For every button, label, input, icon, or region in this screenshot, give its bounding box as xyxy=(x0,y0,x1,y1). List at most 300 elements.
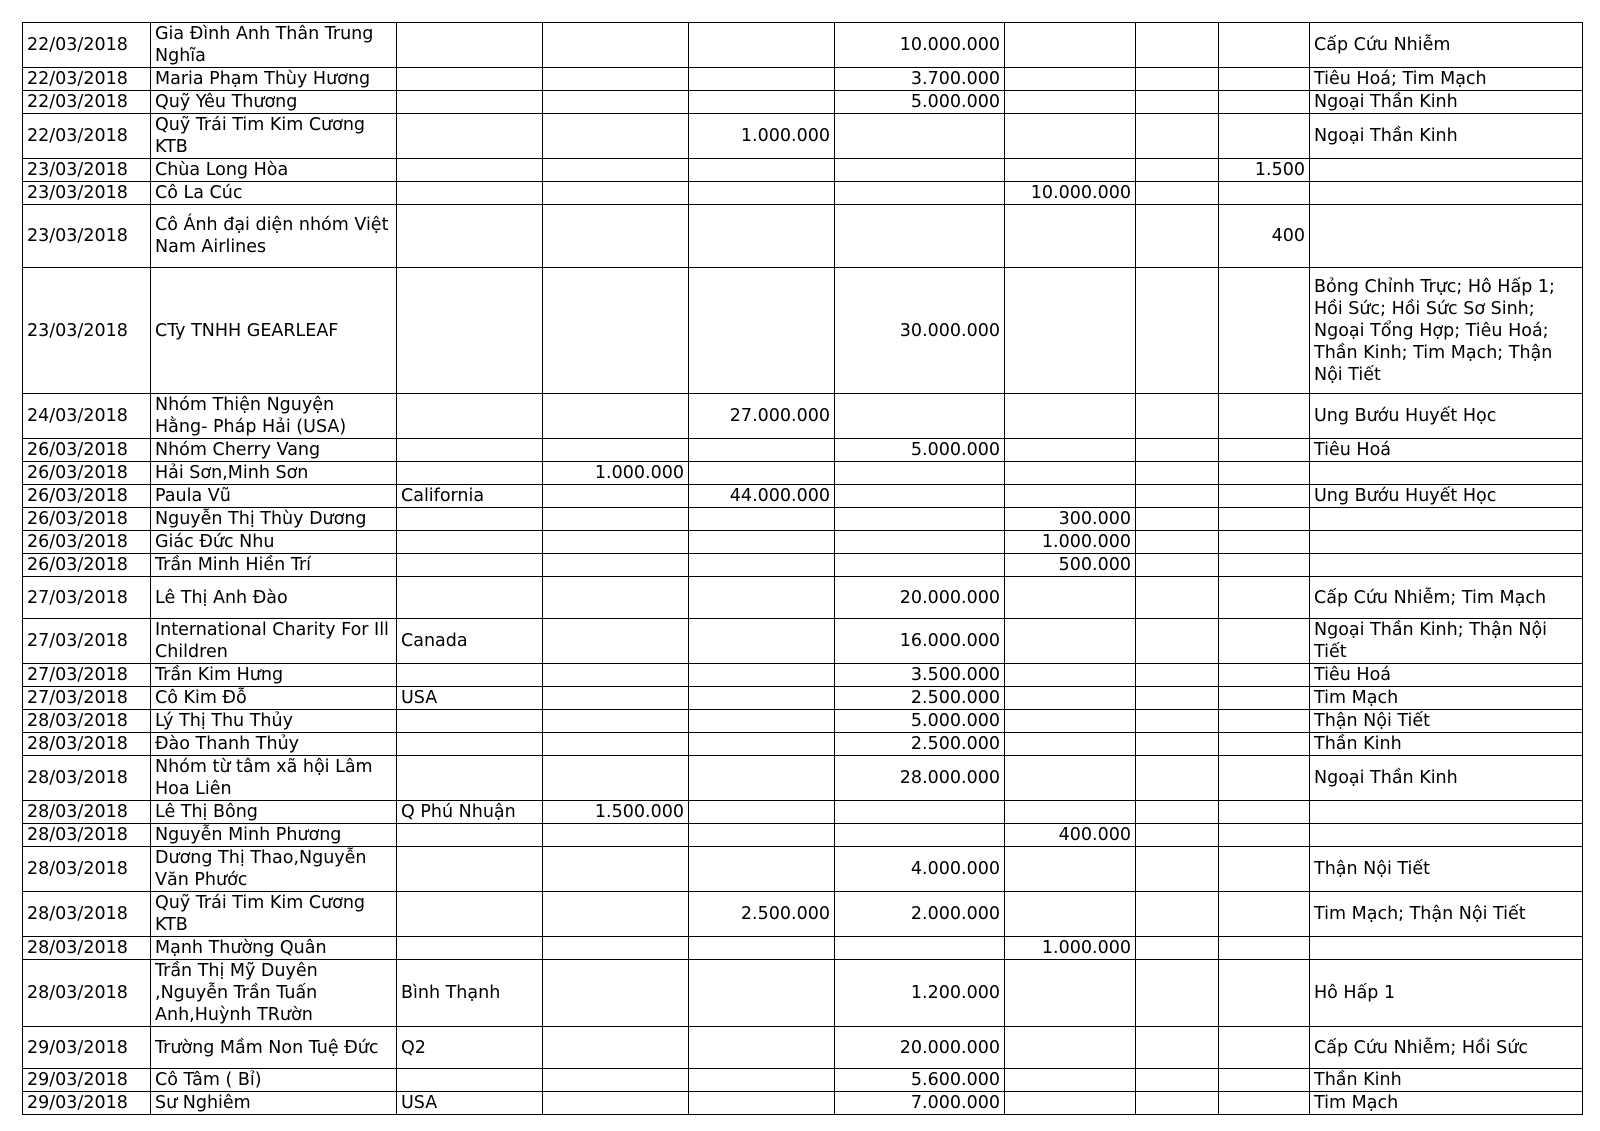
department-cell: Thận Nội Tiết xyxy=(1310,710,1583,733)
amount-col-4-cell xyxy=(1005,960,1136,1027)
date-cell: 27/03/2018 xyxy=(23,619,151,664)
amount-col-2-cell xyxy=(689,1027,835,1069)
amount-col-2-cell xyxy=(689,733,835,756)
amount-col-6-cell xyxy=(1219,756,1310,801)
donor-name-cell: Gia Đình Anh Thân Trung Nghĩa xyxy=(151,23,397,68)
amount-col-6-cell xyxy=(1219,1092,1310,1115)
department-cell: Tim Mạch xyxy=(1310,1092,1583,1115)
date-cell: 27/03/2018 xyxy=(23,687,151,710)
table-row xyxy=(23,554,1583,577)
amount-col-4-cell: 400.000 xyxy=(1005,824,1136,847)
department-cell: Tiêu Hoá; Tim Mạch xyxy=(1310,68,1583,91)
amount-col-4-cell xyxy=(1005,664,1136,687)
amount-col-3-cell xyxy=(835,462,1005,485)
amount-col-4-cell: 300.000 xyxy=(1005,508,1136,531)
amount-col-1-cell xyxy=(543,664,689,687)
table-row xyxy=(23,439,1583,462)
amount-col-5-cell xyxy=(1136,159,1219,182)
amount-col-6-cell xyxy=(1219,114,1310,159)
donor-name-cell: Nguyễn Thị Thùy Dương xyxy=(151,508,397,531)
amount-col-4-cell xyxy=(1005,892,1136,937)
amount-col-3-cell xyxy=(835,554,1005,577)
amount-col-4-cell xyxy=(1005,485,1136,508)
amount-col-4-cell xyxy=(1005,68,1136,91)
amount-col-6-cell: 400 xyxy=(1219,205,1310,268)
amount-col-2-cell xyxy=(689,710,835,733)
table-row xyxy=(23,733,1583,756)
amount-col-1-cell xyxy=(543,439,689,462)
amount-col-1-cell xyxy=(543,554,689,577)
amount-col-3-cell: 5.000.000 xyxy=(835,710,1005,733)
amount-col-1-cell xyxy=(543,1027,689,1069)
amount-col-2-cell: 2.500.000 xyxy=(689,892,835,937)
address-cell: USA xyxy=(397,1092,543,1115)
amount-col-3-cell xyxy=(835,801,1005,824)
department-cell xyxy=(1310,462,1583,485)
amount-col-3-cell: 28.000.000 xyxy=(835,756,1005,801)
amount-col-6-cell xyxy=(1219,824,1310,847)
donor-name-cell: Quỹ Yêu Thương xyxy=(151,91,397,114)
amount-col-2-cell xyxy=(689,159,835,182)
department-cell xyxy=(1310,824,1583,847)
amount-col-4-cell xyxy=(1005,756,1136,801)
date-cell: 22/03/2018 xyxy=(23,68,151,91)
amount-col-4-cell xyxy=(1005,462,1136,485)
date-cell: 23/03/2018 xyxy=(23,205,151,268)
amount-col-1-cell xyxy=(543,268,689,394)
amount-col-3-cell xyxy=(835,182,1005,205)
table-row xyxy=(23,68,1583,91)
department-cell xyxy=(1310,531,1583,554)
amount-col-2-cell xyxy=(689,1092,835,1115)
amount-col-2-cell xyxy=(689,23,835,68)
amount-col-2-cell xyxy=(689,756,835,801)
amount-col-6-cell xyxy=(1219,801,1310,824)
donor-name-cell: Giác Đức Nhu xyxy=(151,531,397,554)
donor-name-cell: Nhóm Cherry Vang xyxy=(151,439,397,462)
date-cell: 26/03/2018 xyxy=(23,485,151,508)
address-cell xyxy=(397,114,543,159)
table-row xyxy=(23,205,1583,268)
amount-col-1-cell xyxy=(543,394,689,439)
address-cell: California xyxy=(397,485,543,508)
amount-col-2-cell xyxy=(689,91,835,114)
donor-name-cell: Lý Thị Thu Thủy xyxy=(151,710,397,733)
date-cell: 28/03/2018 xyxy=(23,801,151,824)
donor-name-cell: Trần Minh Hiền Trí xyxy=(151,554,397,577)
table-row xyxy=(23,159,1583,182)
table-row xyxy=(23,114,1583,159)
amount-col-1-cell xyxy=(543,577,689,619)
address-cell xyxy=(397,531,543,554)
amount-col-6-cell xyxy=(1219,733,1310,756)
amount-col-5-cell xyxy=(1136,439,1219,462)
amount-col-6-cell xyxy=(1219,847,1310,892)
amount-col-1-cell xyxy=(543,531,689,554)
amount-col-2-cell xyxy=(689,801,835,824)
date-cell: 28/03/2018 xyxy=(23,710,151,733)
amount-col-3-cell xyxy=(835,394,1005,439)
amount-col-2-cell xyxy=(689,824,835,847)
amount-col-1-cell xyxy=(543,756,689,801)
amount-col-3-cell xyxy=(835,824,1005,847)
amount-col-6-cell xyxy=(1219,687,1310,710)
date-cell: 28/03/2018 xyxy=(23,937,151,960)
amount-col-4-cell xyxy=(1005,619,1136,664)
address-cell xyxy=(397,847,543,892)
amount-col-6-cell xyxy=(1219,182,1310,205)
department-cell: Ung Bướu Huyết Học xyxy=(1310,394,1583,439)
amount-col-3-cell xyxy=(835,114,1005,159)
amount-col-4-cell xyxy=(1005,23,1136,68)
amount-col-1-cell xyxy=(543,508,689,531)
amount-col-4-cell xyxy=(1005,268,1136,394)
amount-col-1-cell xyxy=(543,114,689,159)
date-cell: 22/03/2018 xyxy=(23,23,151,68)
address-cell xyxy=(397,394,543,439)
amount-col-5-cell xyxy=(1136,205,1219,268)
donor-name-cell: Mạnh Thường Quân xyxy=(151,937,397,960)
amount-col-2-cell xyxy=(689,68,835,91)
department-cell xyxy=(1310,159,1583,182)
amount-col-5-cell xyxy=(1136,756,1219,801)
table-row xyxy=(23,824,1583,847)
amount-col-1-cell: 1.000.000 xyxy=(543,462,689,485)
amount-col-3-cell: 3.700.000 xyxy=(835,68,1005,91)
amount-col-4-cell xyxy=(1005,710,1136,733)
table-row xyxy=(23,1092,1583,1115)
amount-col-2-cell xyxy=(689,577,835,619)
amount-col-4-cell xyxy=(1005,1092,1136,1115)
amount-col-2-cell xyxy=(689,1069,835,1092)
address-cell xyxy=(397,1069,543,1092)
amount-col-5-cell xyxy=(1136,960,1219,1027)
donor-name-cell: CTy TNHH GEARLEAF xyxy=(151,268,397,394)
date-cell: 26/03/2018 xyxy=(23,439,151,462)
amount-col-5-cell xyxy=(1136,801,1219,824)
address-cell xyxy=(397,68,543,91)
address-cell: Bình Thạnh xyxy=(397,960,543,1027)
donor-name-cell: Lê Thị Anh Đào xyxy=(151,577,397,619)
address-cell: Canada xyxy=(397,619,543,664)
amount-col-3-cell: 5.000.000 xyxy=(835,91,1005,114)
donor-name-cell: Lê Thị Bông xyxy=(151,801,397,824)
amount-col-5-cell xyxy=(1136,619,1219,664)
amount-col-3-cell: 2.000.000 xyxy=(835,892,1005,937)
address-cell: Q2 xyxy=(397,1027,543,1069)
address-cell xyxy=(397,268,543,394)
amount-col-1-cell xyxy=(543,960,689,1027)
amount-col-3-cell: 5.000.000 xyxy=(835,439,1005,462)
department-cell: Tim Mạch xyxy=(1310,687,1583,710)
amount-col-5-cell xyxy=(1136,1069,1219,1092)
donation-table xyxy=(22,22,1583,1115)
amount-col-5-cell xyxy=(1136,91,1219,114)
amount-col-6-cell xyxy=(1219,710,1310,733)
amount-col-6-cell xyxy=(1219,577,1310,619)
date-cell: 28/03/2018 xyxy=(23,847,151,892)
table-row xyxy=(23,756,1583,801)
amount-col-2-cell: 1.000.000 xyxy=(689,114,835,159)
table-row xyxy=(23,394,1583,439)
table-row xyxy=(23,1069,1583,1092)
amount-col-5-cell xyxy=(1136,462,1219,485)
department-cell: Thần Kinh xyxy=(1310,733,1583,756)
address-cell xyxy=(397,937,543,960)
amount-col-1-cell: 1.500.000 xyxy=(543,801,689,824)
amount-col-2-cell: 44.000.000 xyxy=(689,485,835,508)
amount-col-1-cell xyxy=(543,23,689,68)
amount-col-1-cell xyxy=(543,91,689,114)
amount-col-5-cell xyxy=(1136,394,1219,439)
amount-col-6-cell xyxy=(1219,462,1310,485)
department-cell: Ngoại Thần Kinh xyxy=(1310,91,1583,114)
amount-col-3-cell: 1.200.000 xyxy=(835,960,1005,1027)
amount-col-5-cell xyxy=(1136,892,1219,937)
amount-col-1-cell xyxy=(543,619,689,664)
donor-name-cell: Quỹ Trái Tim Kim Cương KTB xyxy=(151,114,397,159)
date-cell: 26/03/2018 xyxy=(23,531,151,554)
amount-col-6-cell xyxy=(1219,619,1310,664)
department-cell: Ngoại Thần Kinh; Thận Nội Tiết xyxy=(1310,619,1583,664)
amount-col-2-cell xyxy=(689,462,835,485)
donor-name-cell: Maria Phạm Thùy Hương xyxy=(151,68,397,91)
donor-name-cell: Cô Ánh đại diện nhóm Việt Nam Airlines xyxy=(151,205,397,268)
address-cell: USA xyxy=(397,687,543,710)
amount-col-6-cell xyxy=(1219,1027,1310,1069)
amount-col-3-cell: 7.000.000 xyxy=(835,1092,1005,1115)
table-row xyxy=(23,508,1583,531)
amount-col-6-cell xyxy=(1219,554,1310,577)
address-cell xyxy=(397,892,543,937)
amount-col-4-cell xyxy=(1005,1027,1136,1069)
amount-col-1-cell xyxy=(543,937,689,960)
date-cell: 26/03/2018 xyxy=(23,554,151,577)
address-cell xyxy=(397,554,543,577)
table-row xyxy=(23,485,1583,508)
table-body xyxy=(23,23,1583,1115)
amount-col-1-cell xyxy=(543,687,689,710)
table-row xyxy=(23,892,1583,937)
department-cell xyxy=(1310,205,1583,268)
amount-col-6-cell xyxy=(1219,268,1310,394)
amount-col-5-cell xyxy=(1136,554,1219,577)
amount-col-2-cell xyxy=(689,687,835,710)
donor-name-cell: Cô Tâm ( Bỉ) xyxy=(151,1069,397,1092)
table-row xyxy=(23,23,1583,68)
amount-col-4-cell xyxy=(1005,847,1136,892)
amount-col-5-cell xyxy=(1136,508,1219,531)
department-cell: Cấp Cứu Nhiễm xyxy=(1310,23,1583,68)
table-row xyxy=(23,1027,1583,1069)
amount-col-4-cell xyxy=(1005,1069,1136,1092)
amount-col-5-cell xyxy=(1136,664,1219,687)
donor-name-cell: Trường Mầm Non Tuệ Đức xyxy=(151,1027,397,1069)
amount-col-1-cell xyxy=(543,847,689,892)
amount-col-2-cell xyxy=(689,847,835,892)
donor-name-cell: Cô Kim Đỗ xyxy=(151,687,397,710)
table-row xyxy=(23,847,1583,892)
amount-col-5-cell xyxy=(1136,68,1219,91)
amount-col-5-cell xyxy=(1136,268,1219,394)
date-cell: 28/03/2018 xyxy=(23,892,151,937)
table-row xyxy=(23,462,1583,485)
amount-col-5-cell xyxy=(1136,485,1219,508)
amount-col-6-cell xyxy=(1219,91,1310,114)
department-cell xyxy=(1310,182,1583,205)
amount-col-4-cell xyxy=(1005,733,1136,756)
amount-col-3-cell xyxy=(835,531,1005,554)
amount-col-1-cell xyxy=(543,205,689,268)
date-cell: 29/03/2018 xyxy=(23,1069,151,1092)
amount-col-6-cell xyxy=(1219,485,1310,508)
table-row xyxy=(23,664,1583,687)
amount-col-6-cell xyxy=(1219,394,1310,439)
amount-col-2-cell xyxy=(689,508,835,531)
department-cell xyxy=(1310,554,1583,577)
department-cell xyxy=(1310,801,1583,824)
date-cell: 27/03/2018 xyxy=(23,577,151,619)
department-cell: Thần Kinh xyxy=(1310,1069,1583,1092)
amount-col-2-cell: 27.000.000 xyxy=(689,394,835,439)
donor-name-cell: Nguyễn Minh Phương xyxy=(151,824,397,847)
address-cell xyxy=(397,91,543,114)
amount-col-3-cell: 10.000.000 xyxy=(835,23,1005,68)
amount-col-2-cell xyxy=(689,619,835,664)
address-cell xyxy=(397,577,543,619)
amount-col-6-cell xyxy=(1219,960,1310,1027)
table-row xyxy=(23,687,1583,710)
amount-col-6-cell xyxy=(1219,664,1310,687)
department-cell xyxy=(1310,508,1583,531)
table-row xyxy=(23,619,1583,664)
amount-col-5-cell xyxy=(1136,710,1219,733)
amount-col-6-cell xyxy=(1219,892,1310,937)
address-cell xyxy=(397,664,543,687)
address-cell xyxy=(397,205,543,268)
amount-col-4-cell: 1.000.000 xyxy=(1005,937,1136,960)
amount-col-2-cell xyxy=(689,439,835,462)
amount-col-1-cell xyxy=(543,485,689,508)
amount-col-2-cell xyxy=(689,205,835,268)
table-row xyxy=(23,710,1583,733)
amount-col-5-cell xyxy=(1136,23,1219,68)
department-cell: Tiêu Hoá xyxy=(1310,664,1583,687)
amount-col-6-cell xyxy=(1219,937,1310,960)
donor-name-cell: Nhóm từ tâm xã hội Lâm Hoa Liên xyxy=(151,756,397,801)
amount-col-1-cell xyxy=(543,710,689,733)
table-row xyxy=(23,577,1583,619)
date-cell: 26/03/2018 xyxy=(23,462,151,485)
amount-col-5-cell xyxy=(1136,531,1219,554)
amount-col-3-cell: 16.000.000 xyxy=(835,619,1005,664)
donor-name-cell: Paula Vũ xyxy=(151,485,397,508)
department-cell xyxy=(1310,937,1583,960)
amount-col-6-cell xyxy=(1219,23,1310,68)
department-cell: Tim Mạch; Thận Nội Tiết xyxy=(1310,892,1583,937)
amount-col-2-cell xyxy=(689,554,835,577)
donor-name-cell: Trần Kim Hưng xyxy=(151,664,397,687)
donor-name-cell: Trần Thị Mỹ Duyên ,Nguyễn Trần Tuấn Anh,Huỳnh TRườn xyxy=(151,960,397,1027)
date-cell: 24/03/2018 xyxy=(23,394,151,439)
donor-name-cell: Hải Sơn,Minh Sơn xyxy=(151,462,397,485)
address-cell xyxy=(397,710,543,733)
amount-col-2-cell xyxy=(689,664,835,687)
amount-col-3-cell: 20.000.000 xyxy=(835,1027,1005,1069)
date-cell: 22/03/2018 xyxy=(23,114,151,159)
amount-col-4-cell xyxy=(1005,439,1136,462)
date-cell: 28/03/2018 xyxy=(23,960,151,1027)
donor-name-cell: Quỹ Trái Tim Kim Cương KTB xyxy=(151,892,397,937)
amount-col-4-cell xyxy=(1005,91,1136,114)
date-cell: 28/03/2018 xyxy=(23,824,151,847)
date-cell: 28/03/2018 xyxy=(23,733,151,756)
table-row xyxy=(23,801,1583,824)
amount-col-5-cell xyxy=(1136,824,1219,847)
department-cell: Hô Hấp 1 xyxy=(1310,960,1583,1027)
date-cell: 27/03/2018 xyxy=(23,664,151,687)
date-cell: 29/03/2018 xyxy=(23,1092,151,1115)
address-cell xyxy=(397,439,543,462)
amount-col-3-cell: 2.500.000 xyxy=(835,733,1005,756)
amount-col-3-cell: 2.500.000 xyxy=(835,687,1005,710)
table-row xyxy=(23,182,1583,205)
amount-col-6-cell: 1.500 xyxy=(1219,159,1310,182)
department-cell: Ngoại Thần Kinh xyxy=(1310,114,1583,159)
amount-col-3-cell xyxy=(835,485,1005,508)
amount-col-5-cell xyxy=(1136,937,1219,960)
amount-col-1-cell xyxy=(543,824,689,847)
amount-col-4-cell xyxy=(1005,687,1136,710)
amount-col-5-cell xyxy=(1136,182,1219,205)
date-cell: 29/03/2018 xyxy=(23,1027,151,1069)
department-cell: Thận Nội Tiết xyxy=(1310,847,1583,892)
address-cell xyxy=(397,756,543,801)
donor-name-cell: International Charity For Ill Children xyxy=(151,619,397,664)
department-cell: Cấp Cứu Nhiễm; Tim Mạch xyxy=(1310,577,1583,619)
date-cell: 23/03/2018 xyxy=(23,182,151,205)
amount-col-2-cell xyxy=(689,960,835,1027)
department-cell: Cấp Cứu Nhiễm; Hồi Sức xyxy=(1310,1027,1583,1069)
amount-col-3-cell xyxy=(835,937,1005,960)
address-cell xyxy=(397,182,543,205)
amount-col-4-cell xyxy=(1005,159,1136,182)
amount-col-2-cell xyxy=(689,268,835,394)
amount-col-5-cell xyxy=(1136,847,1219,892)
amount-col-4-cell xyxy=(1005,114,1136,159)
address-cell xyxy=(397,733,543,756)
address-cell xyxy=(397,462,543,485)
table-row xyxy=(23,91,1583,114)
date-cell: 23/03/2018 xyxy=(23,159,151,182)
amount-col-3-cell xyxy=(835,205,1005,268)
department-cell: Tiêu Hoá xyxy=(1310,439,1583,462)
donor-name-cell: Đào Thanh Thủy xyxy=(151,733,397,756)
address-cell xyxy=(397,824,543,847)
amount-col-1-cell xyxy=(543,1069,689,1092)
amount-col-3-cell: 20.000.000 xyxy=(835,577,1005,619)
amount-col-4-cell xyxy=(1005,394,1136,439)
date-cell: 22/03/2018 xyxy=(23,91,151,114)
amount-col-1-cell xyxy=(543,892,689,937)
table-row xyxy=(23,531,1583,554)
amount-col-6-cell xyxy=(1219,1069,1310,1092)
amount-col-4-cell xyxy=(1005,205,1136,268)
amount-col-6-cell xyxy=(1219,531,1310,554)
amount-col-6-cell xyxy=(1219,439,1310,462)
amount-col-1-cell xyxy=(543,159,689,182)
amount-col-1-cell xyxy=(543,1092,689,1115)
